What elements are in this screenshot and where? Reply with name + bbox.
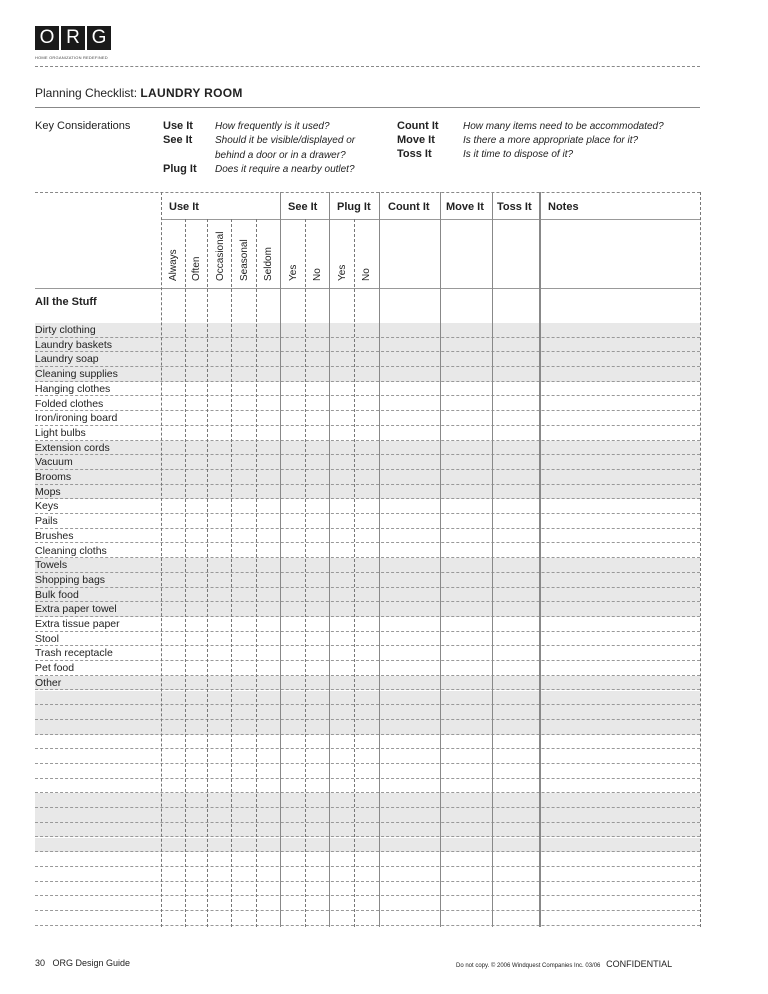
table-row[interactable] bbox=[35, 793, 700, 808]
subcol-occasional: Occasional bbox=[215, 231, 226, 281]
subcol-plug-yes: Yes bbox=[337, 264, 348, 281]
table-row[interactable] bbox=[35, 838, 700, 853]
table-row[interactable] bbox=[35, 573, 700, 588]
tagline: HOME ORGANIZATION REDEFINED bbox=[35, 55, 108, 60]
subheader-bottom-divider bbox=[35, 288, 700, 289]
subcol-see-no: No bbox=[312, 268, 323, 281]
row-label: Pet food bbox=[35, 662, 75, 675]
row-label: Hanging clothes bbox=[35, 382, 111, 395]
table-row[interactable] bbox=[35, 441, 700, 456]
row-label: Mops bbox=[35, 485, 61, 498]
col-divider bbox=[539, 192, 541, 927]
subcol-plug-no: No bbox=[361, 268, 372, 281]
table-row[interactable] bbox=[35, 455, 700, 470]
kc-desc-move-it: Is there a more appropriate place for it? bbox=[463, 135, 639, 146]
table-row[interactable] bbox=[35, 691, 700, 706]
logo-letter: R bbox=[61, 26, 85, 50]
col-divider bbox=[440, 192, 441, 927]
table-row[interactable] bbox=[35, 676, 700, 691]
footer-left bbox=[35, 958, 130, 968]
subcol-always: Always bbox=[168, 249, 179, 281]
table-row[interactable] bbox=[35, 749, 700, 764]
kc-term-move-it: Move It bbox=[397, 134, 435, 146]
row-label: Trash receptacle bbox=[35, 647, 113, 660]
col-plug-it: Plug It bbox=[337, 201, 371, 213]
row-label: Other bbox=[35, 676, 62, 689]
table-row[interactable] bbox=[35, 808, 700, 823]
table-right-border bbox=[700, 192, 701, 927]
title-room: LAUNDRY ROOM bbox=[140, 86, 243, 100]
col-divider bbox=[161, 192, 162, 927]
row-label: Bulk food bbox=[35, 588, 79, 601]
footer-right bbox=[456, 959, 672, 969]
table-row[interactable] bbox=[35, 632, 700, 647]
confidential-label: CONFIDENTIAL bbox=[606, 959, 673, 969]
row-label: Shopping bags bbox=[35, 573, 106, 586]
table-top-border bbox=[35, 192, 700, 193]
table-row[interactable] bbox=[35, 720, 700, 735]
title-divider bbox=[35, 107, 700, 108]
table-row[interactable] bbox=[35, 558, 700, 573]
title-prefix: Planning Checklist: bbox=[35, 86, 138, 100]
key-considerations-label: Key Considerations bbox=[35, 120, 131, 132]
col-divider bbox=[379, 192, 380, 927]
page-number: 30 bbox=[35, 958, 46, 968]
row-label: Dirty clothing bbox=[35, 324, 96, 336]
row-label: Laundry baskets bbox=[35, 338, 113, 351]
col-count-it: Count It bbox=[388, 201, 430, 213]
kc-desc-use-it: How frequently is it used? bbox=[215, 121, 330, 132]
row-label: Towels bbox=[35, 559, 68, 572]
row-label: Extension cords bbox=[35, 441, 110, 454]
col-divider bbox=[305, 219, 306, 927]
org-logo bbox=[35, 26, 111, 50]
row-label: Cleaning cloths bbox=[35, 544, 107, 557]
table-row[interactable] bbox=[35, 426, 700, 441]
kc-term-count-it: Count It bbox=[397, 120, 439, 132]
kc-desc-toss-it: Is it time to dispose of it? bbox=[463, 149, 574, 160]
page-title bbox=[35, 86, 243, 100]
logo-letter: G bbox=[87, 26, 111, 50]
table-row[interactable] bbox=[35, 514, 700, 529]
subcol-often: Often bbox=[191, 256, 202, 281]
table-row[interactable] bbox=[35, 411, 700, 426]
row-label: Brushes bbox=[35, 529, 74, 542]
table-row[interactable] bbox=[35, 588, 700, 603]
table-row[interactable] bbox=[35, 323, 700, 338]
table-row[interactable] bbox=[35, 764, 700, 779]
copyright-notice: Do not copy. © 2006 Windquest Companies Inc. 03/06 bbox=[456, 963, 601, 969]
table-row[interactable] bbox=[35, 338, 700, 353]
subcol-seldom: Seldom bbox=[263, 247, 274, 281]
table-row[interactable] bbox=[35, 661, 700, 676]
col-divider bbox=[354, 219, 355, 927]
table-row[interactable] bbox=[35, 485, 700, 500]
col-divider bbox=[207, 219, 208, 927]
table-row[interactable] bbox=[35, 646, 700, 661]
row-label: Extra tissue paper bbox=[35, 618, 120, 630]
col-move-it: Move It bbox=[446, 201, 484, 213]
kc-term-use-it: Use It bbox=[163, 120, 193, 132]
row-label: Keys bbox=[35, 500, 59, 513]
col-toss-it: Toss It bbox=[497, 201, 532, 213]
kc-desc-count-it: How many items need to be accommodated? bbox=[463, 121, 664, 132]
guide-name: ORG Design Guide bbox=[52, 958, 131, 968]
col-divider bbox=[492, 192, 493, 927]
table-row[interactable] bbox=[35, 867, 700, 882]
table-row[interactable] bbox=[35, 529, 700, 544]
col-see-it: See It bbox=[288, 201, 318, 213]
table-row[interactable] bbox=[35, 382, 700, 397]
subcol-see-yes: Yes bbox=[288, 264, 299, 281]
row-label: Pails bbox=[35, 515, 58, 528]
col-divider bbox=[256, 219, 257, 927]
table-row[interactable] bbox=[35, 735, 700, 750]
row-label: Extra paper towel bbox=[35, 603, 117, 616]
row-label: Laundry soap bbox=[35, 353, 99, 366]
col-divider bbox=[329, 192, 330, 927]
table-row[interactable] bbox=[35, 617, 700, 632]
logo-letter: O bbox=[35, 26, 59, 50]
kc-term-see-it: See It bbox=[163, 134, 193, 146]
table-row[interactable] bbox=[35, 397, 700, 412]
table-row[interactable] bbox=[35, 882, 700, 897]
table-row[interactable] bbox=[35, 896, 700, 911]
col-divider bbox=[231, 219, 232, 927]
row-label: Cleaning supplies bbox=[35, 368, 118, 381]
row-label: Brooms bbox=[35, 471, 72, 483]
table-row[interactable] bbox=[35, 911, 700, 926]
table-row[interactable] bbox=[35, 367, 700, 382]
table-row[interactable] bbox=[35, 499, 700, 514]
table-row[interactable] bbox=[35, 352, 700, 367]
row-label: Folded clothes bbox=[35, 397, 104, 410]
col-use-it: Use It bbox=[169, 201, 199, 213]
kc-desc-plug-it: Does it require a nearby outlet? bbox=[215, 164, 355, 175]
table-row[interactable] bbox=[35, 852, 700, 867]
subcol-seasonal: Seasonal bbox=[239, 239, 250, 281]
col-divider bbox=[280, 192, 281, 927]
table-row[interactable] bbox=[35, 705, 700, 720]
table-row[interactable] bbox=[35, 779, 700, 794]
row-label: Vacuum bbox=[35, 456, 73, 469]
row-label: Stool bbox=[35, 632, 59, 645]
kc-term-toss-it: Toss It bbox=[397, 148, 432, 160]
kc-term-plug-it: Plug It bbox=[163, 163, 197, 175]
table-row[interactable] bbox=[35, 823, 700, 838]
table-row[interactable] bbox=[35, 470, 700, 485]
header-row-divider bbox=[161, 219, 700, 220]
table-row[interactable] bbox=[35, 602, 700, 617]
header-divider bbox=[35, 66, 700, 67]
kc-desc-see-it: Should it be visible/displayed or behind a door or in a drawer? bbox=[215, 135, 356, 161]
section-title: All the Stuff bbox=[35, 296, 97, 308]
col-divider bbox=[185, 219, 186, 927]
row-label: Light bulbs bbox=[35, 426, 86, 439]
col-notes: Notes bbox=[548, 201, 579, 213]
row-label: Iron/ironing board bbox=[35, 412, 118, 425]
table-row[interactable] bbox=[35, 544, 700, 559]
